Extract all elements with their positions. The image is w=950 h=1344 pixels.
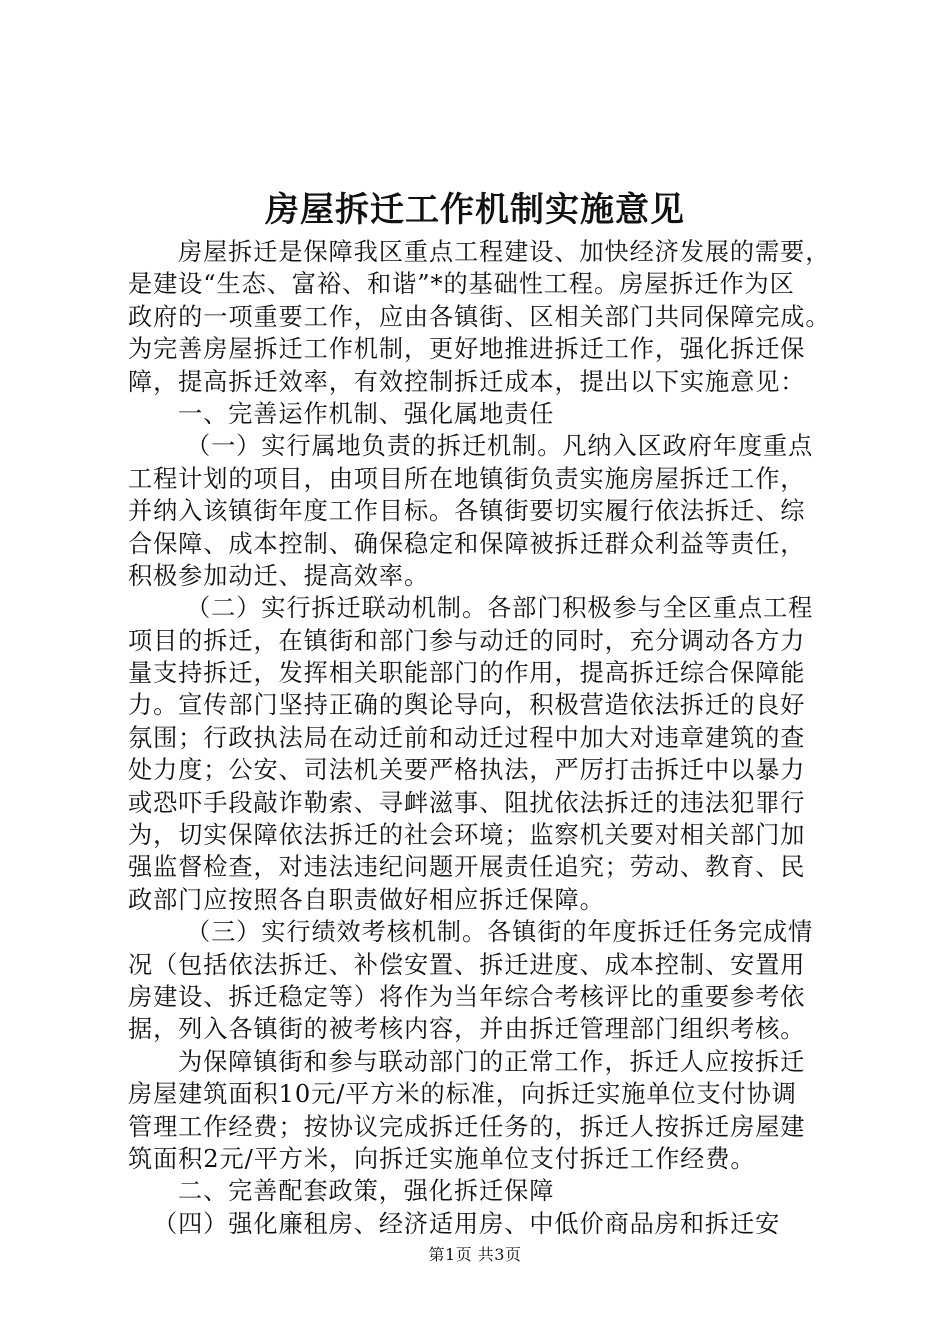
body-line: （一）实行属地负责的拆迁机制。凡纳入区政府年度重点 bbox=[186, 432, 814, 461]
body-line: 量支持拆迁，发挥相关职能部门的作用，提高拆迁综合保障能 bbox=[128, 659, 806, 688]
body-line: 为，切实保障依法拆迁的社会环境；监察机关要对相关部门加 bbox=[128, 821, 806, 850]
body-line: 氛围；行政执法局在动迁前和动迁过程中加大对违章建筑的查 bbox=[128, 723, 806, 752]
body-line: 管理工作经费；按协议完成拆迁任务的，拆迁人按拆迁房屋建 bbox=[128, 1112, 806, 1141]
body-line: 政部门应按照各自职责做好相应拆迁保障。 bbox=[128, 885, 605, 914]
body-line: 房屋建筑面积10元/平方米的标准，向拆迁实施单位支付协调 bbox=[128, 1080, 797, 1109]
body-line: 况（包括依法拆迁、补偿安置、拆迁进度、成本控制、安置用 bbox=[128, 950, 806, 979]
section-heading: 二、完善配套政策，强化拆迁保障 bbox=[178, 1177, 555, 1206]
body-line: （四）强化廉租房、经济适用房、中低价商品房和拆迁安 bbox=[153, 1209, 781, 1238]
body-line: 为完善房屋拆迁工作机制，更好地推进拆迁工作，强化拆迁保 bbox=[128, 335, 806, 364]
section-heading: 一、完善运作机制、强化属地责任 bbox=[178, 399, 555, 428]
body-line: 或恐吓手段敲诈勒索、寻衅滋事、阻扰依法拆迁的违法犯罪行 bbox=[128, 788, 806, 817]
body-line: 是建设“生态、富裕、和谐”*的基础性工程。房屋拆迁作为区 bbox=[128, 270, 795, 299]
body-line: 积极参加动迁、提高效率。 bbox=[128, 561, 430, 590]
body-line: 政府的一项重要工作，应由各镇街、区相关部门共同保障完成。 bbox=[128, 302, 831, 331]
body-line: 筑面积2元/平方米，向拆迁实施单位支付拆迁工作经费。 bbox=[128, 1144, 756, 1173]
body-line: （二）实行拆迁联动机制。各部门积极参与全区重点工程 bbox=[186, 594, 814, 623]
body-line: 力。宣传部门坚持正确的舆论导向，积极营造依法拆迁的良好 bbox=[128, 691, 806, 720]
body-line: 房建设、拆迁稳定等）将作为当年综合考核评比的重要参考依 bbox=[128, 982, 806, 1011]
body-line: （三）实行绩效考核机制。各镇街的年度拆迁任务完成情 bbox=[186, 918, 814, 947]
body-line: 工程计划的项目，由项目所在地镇街负责实施房屋拆迁工作， bbox=[128, 464, 806, 493]
body-line: 合保障、成本控制、确保稳定和保障被拆迁群众利益等责任， bbox=[128, 529, 806, 558]
body-line: 并纳入该镇街年度工作目标。各镇街要切实履行依法拆迁、综 bbox=[128, 497, 806, 526]
document-body bbox=[128, 236, 832, 1240]
body-line: 处力度；公安、司法机关要严格执法，严厉打击拆迁中以暴力 bbox=[128, 756, 806, 785]
body-line: 障，提高拆迁效率，有效控制拆迁成本，提出以下实施意见： bbox=[128, 367, 806, 396]
document-title: 房屋拆迁工作机制实施意见 bbox=[265, 190, 685, 230]
body-line: 项目的拆迁，在镇街和部门参与动迁的同时，充分调动各方力 bbox=[128, 626, 806, 655]
body-line: 强监督检查，对违法违纪问题开展责任追究；劳动、教育、民 bbox=[128, 853, 806, 882]
body-line: 房屋拆迁是保障我区重点工程建设、加快经济发展的需要， bbox=[178, 238, 831, 266]
body-line: 为保障镇街和参与联动部门的正常工作，拆迁人应按拆迁 bbox=[178, 1047, 806, 1076]
page-footer: 第1页 共3页 bbox=[428, 1245, 522, 1264]
body-line: 据，列入各镇街的被考核内容，并由拆迁管理部门组织考核。 bbox=[128, 1015, 806, 1044]
